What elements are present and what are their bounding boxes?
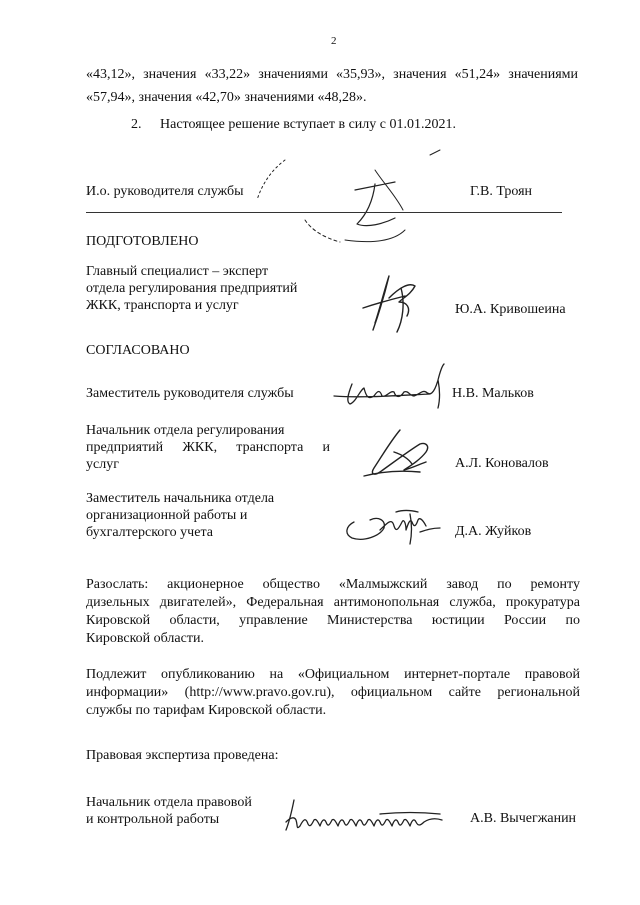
distribution-line: дизельных двигателей», Федеральная антимонопольная служба, прокуратура [86, 595, 580, 610]
prepared-position [86, 263, 297, 314]
continuation-line-2: «57,94», значения «42,70» значениями «48,28». [86, 90, 367, 105]
prepared-name: Ю.А. Кривошеина [455, 302, 566, 317]
separator-line [86, 212, 562, 213]
signer-2-name: А.Л. Коновалов [455, 456, 549, 471]
distribution-line: Кировской области. [86, 631, 204, 646]
signer-2-position-line: услуг [86, 457, 119, 472]
prepared-position-line: отдела регулирования предприятий [86, 281, 298, 296]
signer-3-name: Д.А. Жуйков [455, 524, 532, 539]
signer-2-position-line: предприятий ЖКК, транспорта и [86, 440, 330, 455]
page-number: 2 [331, 35, 337, 47]
acting-head-position: И.о. руководителя службы [86, 184, 244, 199]
signer-3-position-line: бухгалтерского учета [86, 525, 213, 540]
legal-review-position [86, 794, 252, 828]
prepared-position-line: Главный специалист – эксперт [86, 264, 269, 279]
publication-line: Подлежит опубликованию на «Официальном интернет-портале правовой [86, 667, 580, 682]
acting-head-name: Г.В. Троян [470, 184, 533, 199]
item-2-text: Настоящее решение вступает в силу с 01.01.2021. [160, 117, 456, 132]
acting-head-signature [245, 140, 465, 250]
signer-3-position-line: Заместитель начальника отдела [86, 491, 275, 506]
signer-2-signature [360, 422, 450, 482]
publication-line: службы по тарифам Кировской области. [86, 703, 327, 718]
signer-2-position [86, 422, 330, 473]
distribution-line: Разослать: акционерное общество «Малмыжский завод по ремонту [86, 577, 580, 592]
legal-review-position-line: и контрольной работы [86, 812, 220, 827]
prepared-signature [355, 268, 435, 338]
prepared-heading: ПОДГОТОВЛЕНО [86, 234, 199, 249]
legal-review-name: А.В. Вычегжанин [470, 811, 577, 826]
signer-3-position-line: организационной работы и [86, 508, 248, 523]
signer-3-signature [340, 500, 450, 550]
signer-3-position [86, 490, 274, 541]
signer-1-position: Заместитель руководителя службы [86, 386, 294, 401]
distribution-paragraph [86, 576, 580, 648]
legal-review-text: Правовая экспертиза проведена: [86, 748, 279, 763]
item-2-number: 2. [131, 117, 142, 132]
publication-paragraph [86, 666, 580, 720]
signer-2-position-line: Начальник отдела регулирования [86, 423, 285, 438]
agreed-heading: СОГЛАСОВАНО [86, 343, 190, 358]
legal-review-signature [280, 796, 460, 840]
prepared-position-line: ЖКК, транспорта и услуг [86, 298, 239, 313]
signer-1-signature [330, 360, 460, 410]
publication-line: информации» (http://www.pravo.gov.ru), официальном сайте региональной [86, 685, 580, 700]
continuation-paragraph [86, 63, 578, 109]
legal-review-position-line: Начальник отдела правовой [86, 795, 252, 810]
distribution-line: Кировской области, управление Министерства юстиции России по [86, 613, 580, 628]
signer-1-name: Н.В. Мальков [452, 386, 534, 401]
continuation-line-1: «43,12», значения «33,22» значениями «35,93», значения «51,24» значениями [86, 67, 578, 82]
